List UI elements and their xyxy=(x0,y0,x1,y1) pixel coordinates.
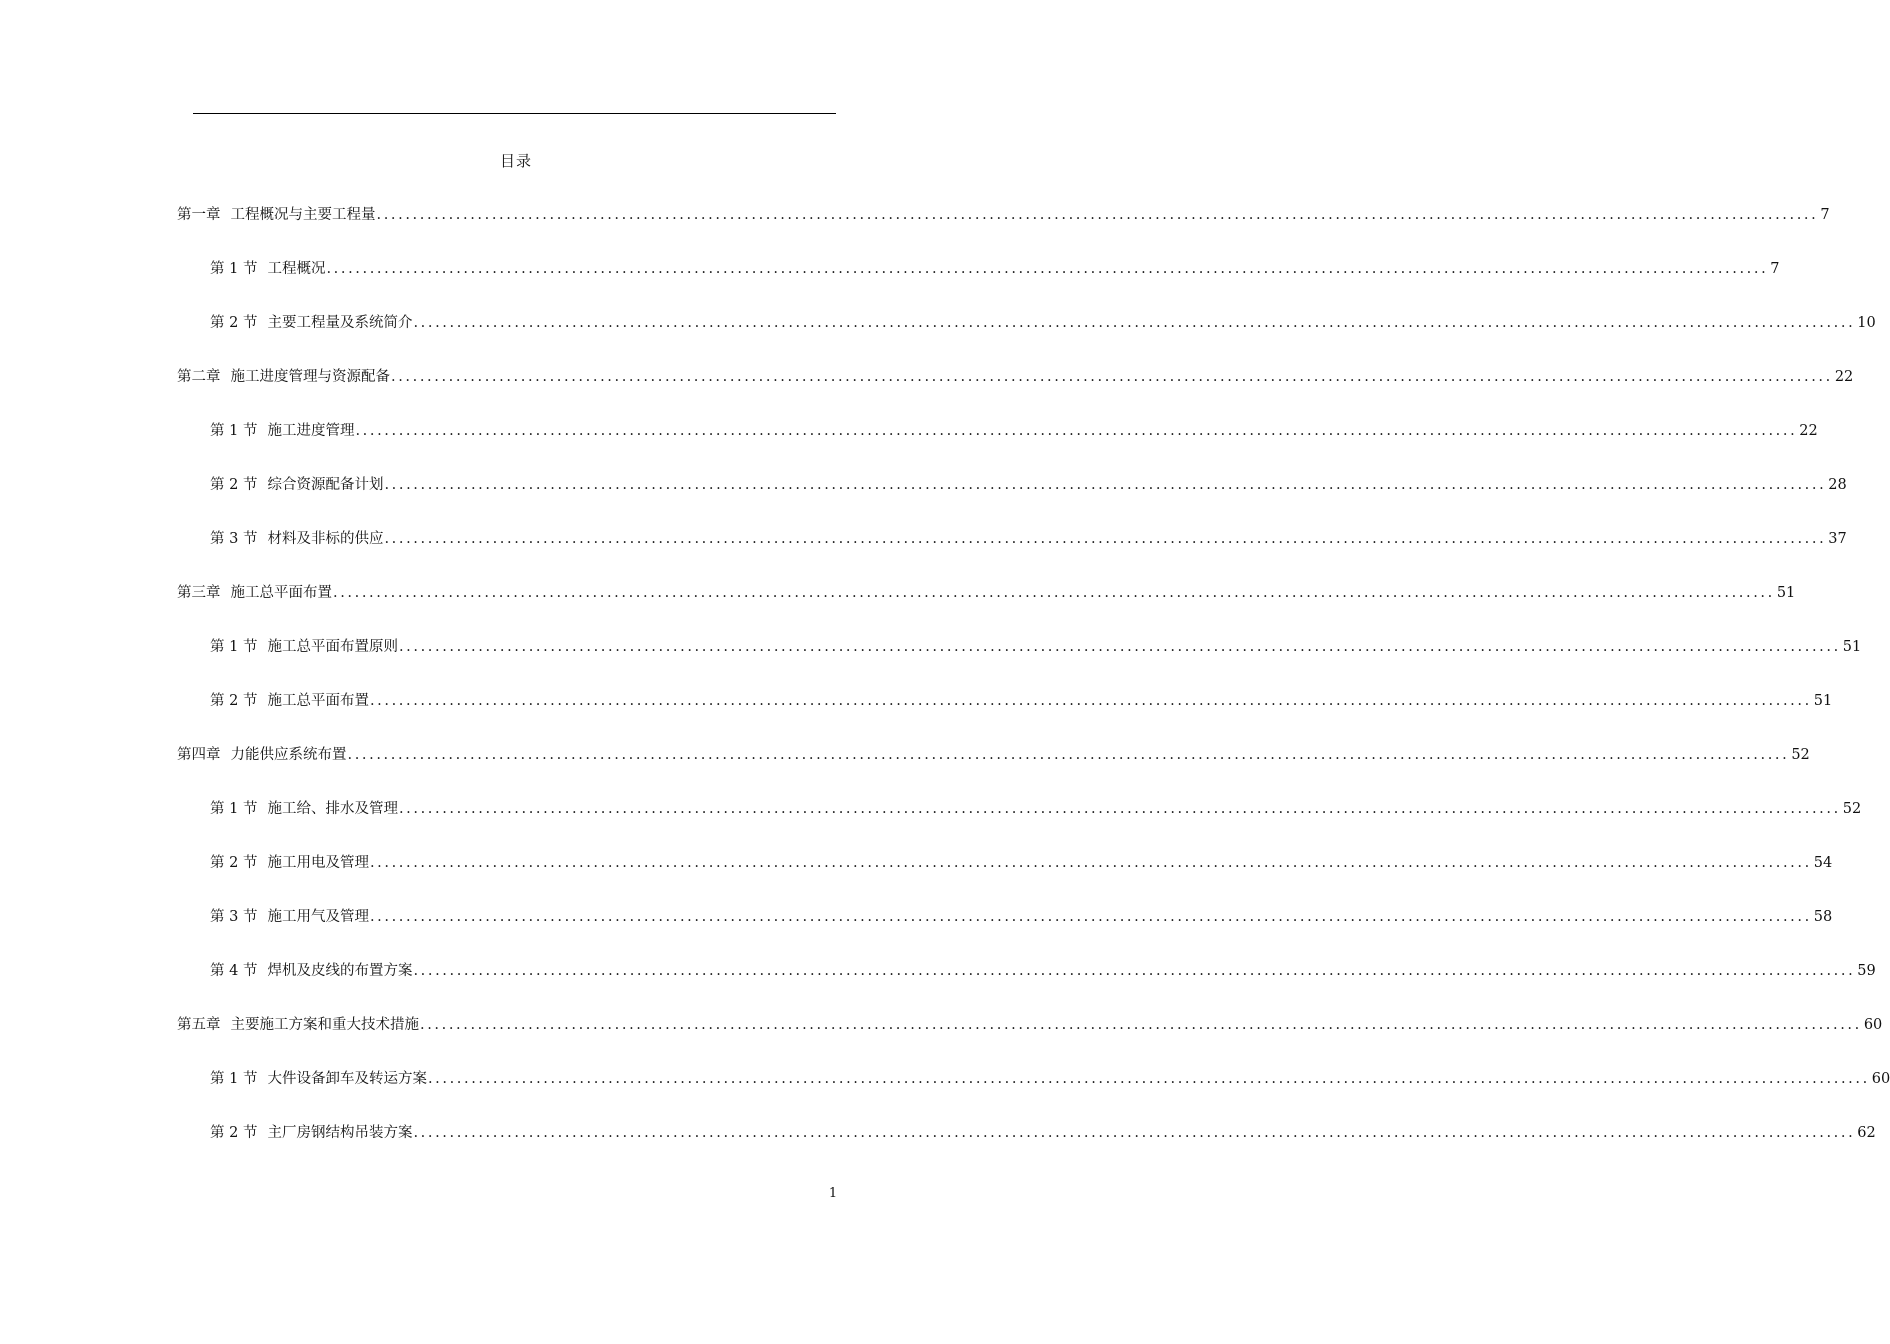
toc-section-entry[interactable] xyxy=(210,636,1862,658)
toc-section-entry[interactable] xyxy=(210,474,1847,496)
toc-entry-label xyxy=(210,420,354,442)
toc-dot-leader: ........................................................................................................................................................................................................ xyxy=(355,423,1798,439)
toc-entry-page: 7 xyxy=(1820,207,1830,223)
toc-chapter-entry[interactable] xyxy=(177,1014,1883,1036)
toc-dot-leader: ........................................................................................................................................................................................................ xyxy=(333,585,1775,601)
toc-entry-title: 综合资源配备计划 xyxy=(267,477,384,493)
toc-section-entry[interactable] xyxy=(210,312,1876,334)
toc-dot-leader: ........................................................................................................................................................................................................ xyxy=(384,477,1827,493)
toc-dot-leader: ........................................................................................................................................................................................................ xyxy=(420,1017,1862,1033)
toc-dot-leader: ........................................................................................................................................................................................................ xyxy=(398,639,1841,655)
toc-entry-page: 62 xyxy=(1857,1125,1876,1141)
toc-entry-label xyxy=(177,582,332,604)
toc-entry-page: 22 xyxy=(1834,369,1854,385)
toc-title: 目录 xyxy=(499,152,532,170)
toc-entry-label xyxy=(177,366,390,388)
toc-entry-page: 51 xyxy=(1842,639,1862,655)
toc-entry-number: 第 4 节 xyxy=(210,963,258,979)
toc-entry-label xyxy=(210,474,383,496)
toc-entry-page: 52 xyxy=(1791,747,1810,763)
toc-entry-title: 工程概况与主要工程量 xyxy=(230,207,376,223)
toc-section-entry[interactable] xyxy=(210,852,1833,874)
toc-dot-leader: ........................................................................................................................................................................................................ xyxy=(413,963,1856,979)
toc-entry-title: 施工总平面布置原则 xyxy=(267,639,398,655)
toc-dot-leader: ........................................................................................................................................................................................................ xyxy=(347,747,1790,763)
toc-entry-title: 施工给、排水及管理 xyxy=(267,801,398,817)
toc-chapter-entry[interactable] xyxy=(177,582,1796,604)
toc-dot-leader: ........................................................................................................................................................................................................ xyxy=(398,801,1841,817)
toc-dot-leader: ........................................................................................................................................................................................................ xyxy=(413,1125,1856,1141)
toc-entry-title: 施工用气及管理 xyxy=(267,909,369,925)
toc-entry-number: 第四章 xyxy=(177,747,221,763)
toc-section-entry[interactable] xyxy=(210,690,1833,712)
toc-dot-leader: ........................................................................................................................................................................................................ xyxy=(376,207,1819,223)
toc-entry-page: 10 xyxy=(1857,315,1876,331)
toc-entry-title: 主要工程量及系统简介 xyxy=(267,315,413,331)
toc-entry-number: 第 1 节 xyxy=(210,801,258,817)
toc-entry-label xyxy=(210,1068,427,1090)
toc-entry-page: 51 xyxy=(1776,585,1796,601)
toc-entry-title: 焊机及皮线的布置方案 xyxy=(267,963,413,979)
toc-entry-label xyxy=(177,744,347,766)
toc-entry-label xyxy=(210,636,398,658)
toc-entry-title: 施工用电及管理 xyxy=(267,855,369,871)
toc-entry-number: 第 2 节 xyxy=(210,477,258,493)
toc-entry-number: 第 2 节 xyxy=(210,855,258,871)
toc-dot-leader: ........................................................................................................................................................................................................ xyxy=(326,261,1769,277)
toc-entry-title: 主厂房钢结构吊装方案 xyxy=(267,1125,413,1141)
toc-dot-leader: ........................................................................................................................................................................................................ xyxy=(384,531,1827,547)
toc-entry-title: 工程概况 xyxy=(267,261,326,277)
toc-entry-number: 第三章 xyxy=(177,585,221,601)
toc-entry-label xyxy=(210,960,412,982)
toc-section-entry[interactable] xyxy=(210,798,1862,820)
toc-section-entry[interactable] xyxy=(210,420,1818,442)
toc-entry-label xyxy=(177,204,376,226)
toc-entry-label xyxy=(210,852,369,874)
toc-dot-leader: ........................................................................................................................................................................................................ xyxy=(369,693,1812,709)
toc-entry-label xyxy=(210,798,398,820)
toc-entry-label xyxy=(210,690,369,712)
toc-entry-page: 58 xyxy=(1813,909,1833,925)
toc-entry-label xyxy=(210,258,325,280)
toc-entry-page: 52 xyxy=(1842,801,1862,817)
toc-entry-label xyxy=(210,1122,412,1144)
toc-chapter-entry[interactable] xyxy=(177,204,1830,226)
toc-chapter-entry[interactable] xyxy=(177,744,1810,766)
toc-entry-title: 材料及非标的供应 xyxy=(267,531,384,547)
toc-entry-number: 第一章 xyxy=(177,207,221,223)
toc-entry-title: 施工进度管理 xyxy=(267,423,355,439)
toc-entry-title: 施工总平面布置 xyxy=(230,585,332,601)
toc-section-entry[interactable] xyxy=(210,1122,1876,1144)
toc-dot-leader: ........................................................................................................................................................................................................ xyxy=(369,855,1812,871)
toc-entry-page: 28 xyxy=(1828,477,1847,493)
toc-dot-leader: ........................................................................................................................................................................................................ xyxy=(369,909,1812,925)
toc-entry-page: 7 xyxy=(1770,261,1780,277)
toc-entry-title: 施工进度管理与资源配备 xyxy=(230,369,390,385)
toc-entry-number: 第 3 节 xyxy=(210,531,258,547)
toc-entry-page: 60 xyxy=(1871,1071,1890,1087)
page-number: 1 xyxy=(828,1186,838,1201)
toc-section-entry[interactable] xyxy=(210,528,1847,550)
toc-entry-page: 60 xyxy=(1863,1017,1883,1033)
toc-dot-leader: ........................................................................................................................................................................................................ xyxy=(427,1071,1870,1087)
toc-entry-title: 大件设备卸车及转运方案 xyxy=(267,1071,427,1087)
toc-dot-leader: ........................................................................................................................................................................................................ xyxy=(413,315,1856,331)
toc-entry-title: 施工总平面布置 xyxy=(267,693,369,709)
toc-entry-number: 第 2 节 xyxy=(210,1125,258,1141)
toc-entry-number: 第 1 节 xyxy=(210,261,258,277)
toc-entry-number: 第二章 xyxy=(177,369,221,385)
toc-entry-title: 主要施工方案和重大技术措施 xyxy=(230,1017,419,1033)
toc-entry-number: 第 2 节 xyxy=(210,315,258,331)
toc-section-entry[interactable] xyxy=(210,906,1833,928)
toc-dot-leader: ........................................................................................................................................................................................................ xyxy=(391,369,1833,385)
toc-entry-page: 54 xyxy=(1813,855,1833,871)
toc-entry-number: 第 1 节 xyxy=(210,639,258,655)
toc-entry-title: 力能供应系统布置 xyxy=(230,747,347,763)
toc-chapter-entry[interactable] xyxy=(177,366,1854,388)
toc-entry-label xyxy=(210,906,369,928)
toc-entry-number: 第 1 节 xyxy=(210,423,258,439)
toc-entry-number: 第 2 节 xyxy=(210,693,258,709)
toc-section-entry[interactable] xyxy=(210,960,1876,982)
toc-section-entry[interactable] xyxy=(210,1068,1890,1090)
toc-entry-label xyxy=(210,528,383,550)
toc-entry-number: 第 3 节 xyxy=(210,909,258,925)
toc-entry-page: 37 xyxy=(1828,531,1847,547)
toc-section-entry[interactable] xyxy=(210,258,1780,280)
toc-entry-number: 第五章 xyxy=(177,1017,221,1033)
toc-entry-number: 第 1 节 xyxy=(210,1071,258,1087)
toc-entry-page: 22 xyxy=(1799,423,1818,439)
toc-entry-page: 51 xyxy=(1813,693,1833,709)
toc-entry-label xyxy=(210,312,412,334)
toc-entry-label xyxy=(177,1014,419,1036)
toc-entry-page: 59 xyxy=(1857,963,1876,979)
